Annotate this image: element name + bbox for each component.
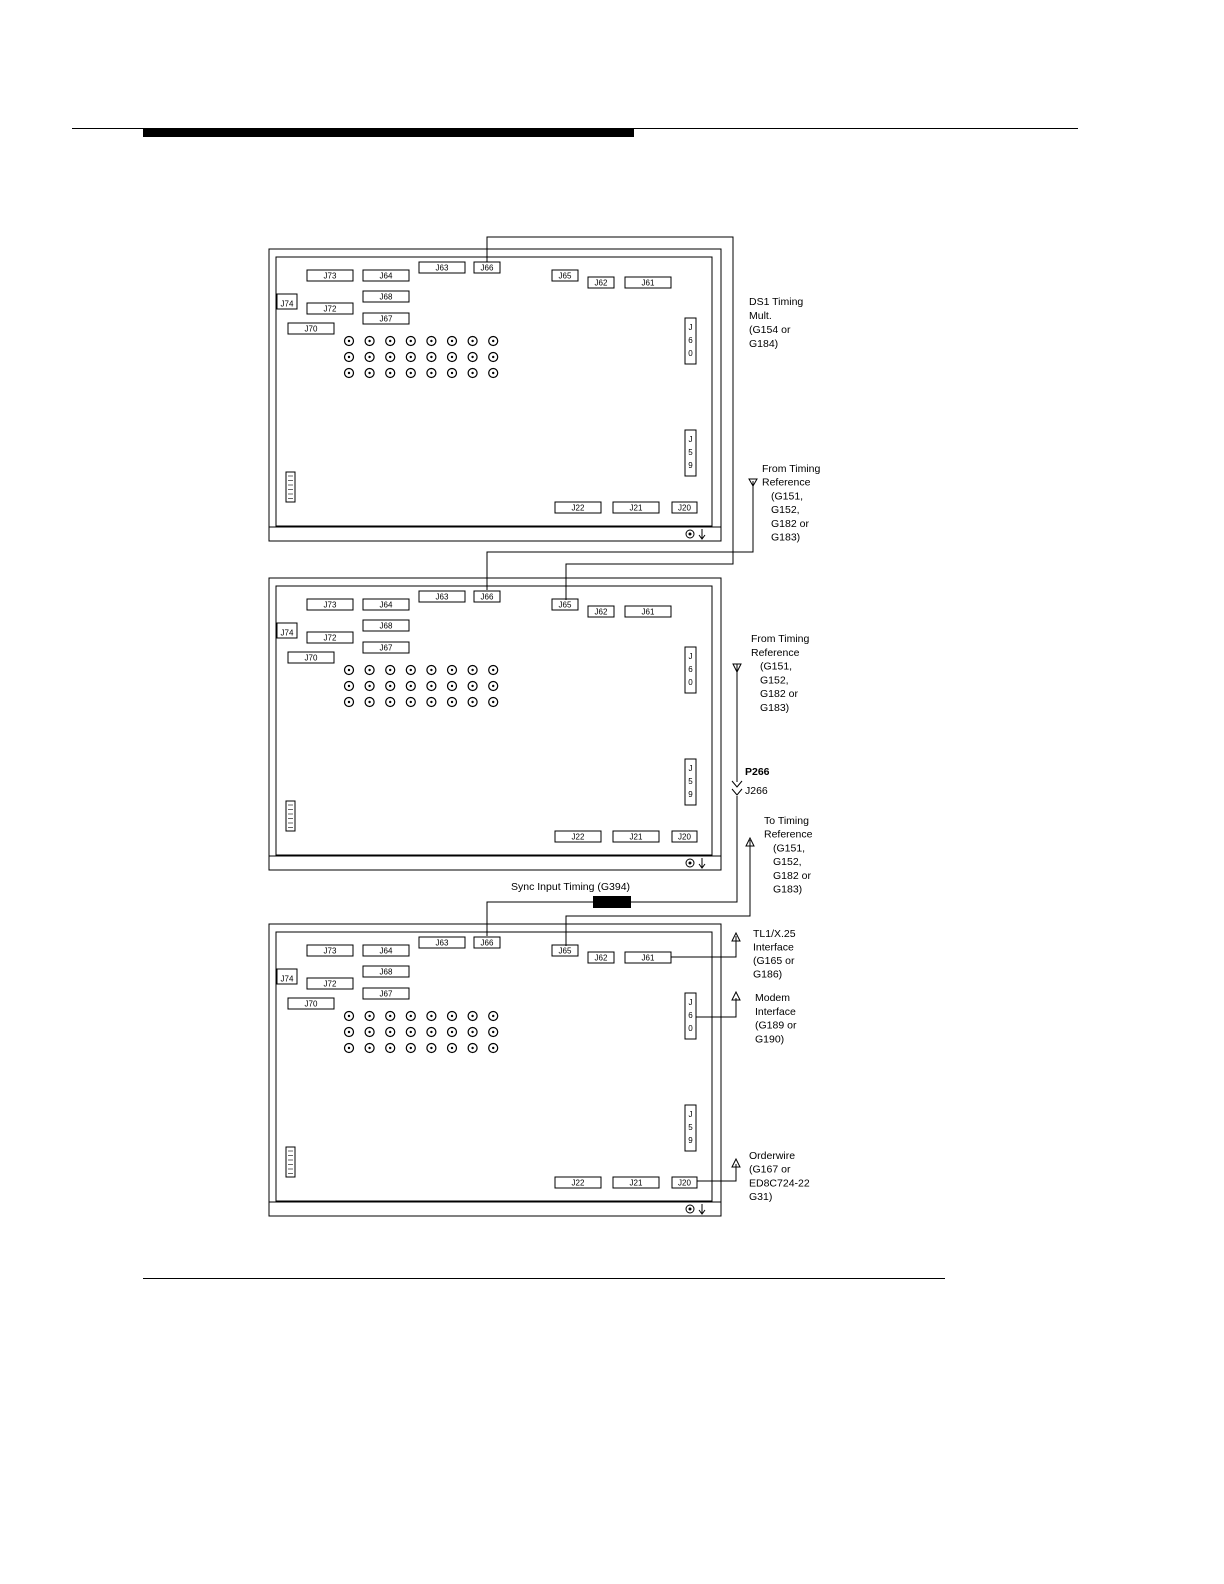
label-line: TL1/X.25	[753, 928, 796, 940]
sync-input-timing-label-group	[511, 881, 630, 893]
connector-j74	[277, 969, 297, 984]
jack-circle-center	[492, 356, 494, 358]
label-line: DS1 Timing	[749, 296, 804, 308]
label-line: G152,	[773, 856, 802, 869]
connector-label: J73	[323, 271, 337, 281]
jack-circle-center	[451, 340, 453, 342]
connector-j73	[307, 270, 353, 281]
label-ds1-timing-mult	[749, 296, 803, 350]
jack-circle-center	[348, 356, 350, 358]
jack-circle-center	[471, 356, 473, 358]
connector-label: J61	[641, 278, 655, 288]
connector-j64	[363, 270, 409, 281]
jack-circle-center	[389, 669, 391, 671]
connector-label: J22	[571, 832, 585, 842]
jack-circle-center	[451, 1047, 453, 1049]
connector-j22	[555, 1177, 601, 1188]
connector-label: J21	[629, 1178, 643, 1188]
jack-circle-center	[451, 1015, 453, 1017]
label-line: Interface	[755, 1005, 796, 1018]
label-line: Orderwire	[749, 1150, 796, 1162]
jack-circle-center	[492, 340, 494, 342]
connector-j73	[307, 945, 353, 956]
label-line: Interface	[753, 941, 794, 954]
jack-circle-center	[389, 685, 391, 687]
jack-circle-center	[451, 356, 453, 358]
connector-j60	[685, 318, 696, 364]
connector-label: J72	[323, 979, 337, 989]
connector-label-char: 5	[688, 448, 693, 457]
label-line: G190)	[755, 1033, 785, 1046]
connector-j59	[685, 759, 696, 805]
jack-circle-center	[471, 1031, 473, 1033]
left-component-block	[286, 801, 295, 831]
connector-j20	[672, 831, 697, 842]
jack-circle-center	[492, 669, 494, 671]
label-line: To Timing	[764, 815, 809, 827]
callout-labels	[749, 296, 821, 1203]
connector-label: J74	[280, 299, 294, 309]
jack-circle-center	[410, 1015, 412, 1017]
connector-label: J73	[323, 600, 337, 610]
connector-label-char: J	[688, 998, 693, 1007]
connector-j70	[288, 652, 334, 663]
jack-circle-center	[368, 669, 370, 671]
connector-j72	[307, 978, 353, 989]
connector-label: J20	[678, 832, 691, 842]
jack-circle-center	[430, 356, 432, 358]
jack-circle-center	[471, 701, 473, 703]
jack-circle-center	[471, 372, 473, 374]
connector-label: J65	[558, 271, 572, 281]
connector-j67	[363, 642, 409, 653]
connector-label-char: 6	[688, 1011, 693, 1020]
connector-j21	[613, 1177, 659, 1188]
connector-label: J61	[641, 953, 655, 963]
connector-label: J66	[480, 592, 494, 602]
jack-circle-center	[389, 701, 391, 703]
jack-circle-center	[430, 685, 432, 687]
connector-label: J74	[280, 974, 294, 984]
footer-rule	[143, 1278, 945, 1279]
jack-circle-center	[430, 372, 432, 374]
label-line: Mult.	[749, 310, 772, 322]
jack-circle-center	[492, 372, 494, 374]
connector-label-char: 5	[688, 777, 693, 786]
connector-label-char: J	[688, 764, 693, 773]
connector-j64	[363, 599, 409, 610]
jack-circle-center	[348, 340, 350, 342]
label-line: From Timing	[751, 633, 810, 645]
p266-label-group	[745, 766, 770, 797]
label-line: (G165 or	[753, 955, 795, 967]
label-line: Reference	[751, 646, 800, 659]
connector-j63	[419, 591, 465, 602]
label-line: G182 or	[771, 517, 809, 530]
label-line: Reference	[764, 828, 813, 841]
connector-j20	[672, 502, 697, 513]
connector-j22	[555, 502, 601, 513]
connector-j68	[363, 291, 409, 302]
jack-circle-center	[410, 701, 412, 703]
jack-circle-center	[471, 1015, 473, 1017]
label-line: Reference	[762, 476, 811, 489]
jack-circle-center	[451, 1031, 453, 1033]
jack-circle-center	[430, 701, 432, 703]
jack-circle-center	[471, 1047, 473, 1049]
connector-j60	[685, 647, 696, 693]
jack-circle-center	[389, 340, 391, 342]
connector-label: J64	[379, 946, 393, 956]
connector-label: J64	[379, 271, 393, 281]
label-line: G152,	[771, 504, 800, 517]
jack-circle-center	[348, 372, 350, 374]
connector-j74	[277, 294, 297, 309]
connector-j70	[288, 323, 334, 334]
connector-j21	[613, 502, 659, 513]
label-to-timing-ref	[764, 815, 813, 896]
connector-j66	[474, 937, 500, 948]
label-line: G183)	[760, 702, 790, 714]
jack-circle-center	[492, 685, 494, 687]
jack-circle-center	[348, 1047, 350, 1049]
label-line: G182 or	[773, 869, 811, 882]
connector-label: J67	[379, 643, 393, 653]
jack-circle-center	[368, 372, 370, 374]
jack-circle-center	[410, 372, 412, 374]
connector-label: J67	[379, 989, 393, 999]
connector-label: J66	[480, 263, 494, 273]
connector-label: J22	[571, 1178, 585, 1188]
label-line: (G151,	[771, 490, 804, 503]
shelf-3	[269, 924, 721, 1216]
wire-timing-ref-to-mid-j66	[487, 481, 753, 590]
connector-label: J72	[323, 633, 337, 643]
connector-label-char: 6	[688, 336, 693, 345]
connector-label: J62	[594, 953, 608, 963]
connector-j65	[552, 599, 578, 610]
label-from-timing-ref-1	[762, 463, 821, 544]
connector-label: J68	[379, 292, 393, 302]
label-line: From Timing	[762, 463, 821, 475]
jack-circle-center	[410, 1047, 412, 1049]
connector-label-char: 9	[688, 790, 693, 799]
label-line: G186)	[753, 968, 783, 981]
shelves-group	[269, 249, 721, 1216]
connector-label: J70	[304, 999, 318, 1009]
connector-label: J74	[280, 628, 294, 638]
jack-circle-center	[410, 356, 412, 358]
jack-circle-center	[368, 340, 370, 342]
connector-j65	[552, 270, 578, 281]
jack-circle-center	[430, 1047, 432, 1049]
shelf-frame-inner	[276, 932, 712, 1201]
connector-label: J62	[594, 278, 608, 288]
connector-j68	[363, 966, 409, 977]
connector-j63	[419, 937, 465, 948]
jack-circle-center	[471, 685, 473, 687]
connector-j22	[555, 831, 601, 842]
label-tl1-x25	[753, 928, 796, 981]
connector-label: J22	[571, 503, 585, 513]
connector-j61	[625, 606, 671, 617]
jack-circle-center	[451, 372, 453, 374]
connector-j65	[552, 945, 578, 956]
label-modem	[755, 992, 797, 1045]
jack-circle-center	[451, 701, 453, 703]
jack-circle-center	[389, 1047, 391, 1049]
jack-circle-center	[348, 701, 350, 703]
label-line: G183)	[773, 883, 803, 896]
connector-j72	[307, 303, 353, 314]
j266-connector-mark	[732, 789, 742, 795]
connector-j63	[419, 262, 465, 273]
jack-circle-center	[389, 372, 391, 374]
jack-circle-center	[430, 1031, 432, 1033]
connector-label: J61	[641, 607, 655, 617]
shelf-frame-outer	[269, 578, 721, 870]
shelf-frame-inner	[276, 257, 712, 526]
connector-label: J73	[323, 946, 337, 956]
connector-j21	[613, 831, 659, 842]
jack-circle-center	[451, 669, 453, 671]
jack-circle-center	[368, 356, 370, 358]
label-line: (G154 or	[749, 324, 791, 336]
connector-j59	[685, 430, 696, 476]
connector-j73	[307, 599, 353, 610]
connector-j67	[363, 988, 409, 999]
connector-j72	[307, 632, 353, 643]
connector-label: J68	[379, 621, 393, 631]
label-line: (G151,	[760, 660, 793, 673]
jack-circle-center	[389, 356, 391, 358]
connector-label: J66	[480, 938, 494, 948]
connector-j74	[277, 623, 297, 638]
connector-j61	[625, 277, 671, 288]
connector-j64	[363, 945, 409, 956]
jack-circle-center	[492, 1047, 494, 1049]
label-line: (G151,	[773, 842, 806, 855]
wire-bottom-j61-tl1	[671, 936, 736, 957]
label-line: G182 or	[760, 688, 798, 701]
p266-label: P266	[745, 766, 770, 778]
jack-circle-center	[348, 1015, 350, 1017]
label-line: ED8C724-22	[749, 1177, 810, 1190]
sync-input-timing-label: Sync Input Timing (G394)	[511, 881, 631, 893]
connector-label: J65	[558, 600, 572, 610]
shelf-frame-outer	[269, 249, 721, 541]
jack-circle-center	[368, 1047, 370, 1049]
connector-label: J63	[435, 263, 449, 273]
wire-bottom-j20-orderwire	[697, 1164, 736, 1181]
label-line: G31)	[749, 1191, 773, 1204]
connector-label-char: J	[688, 435, 693, 444]
label-line: G183)	[771, 531, 801, 544]
jack-circle-center	[410, 669, 412, 671]
connector-label-char: 0	[688, 349, 693, 358]
label-from-timing-ref-2	[751, 633, 810, 714]
connector-j66	[474, 591, 500, 602]
connector-label: J67	[379, 314, 393, 324]
wire-sync-input-bottom-j66	[487, 796, 737, 936]
connector-label: J72	[323, 304, 337, 314]
jack-circle-center	[368, 701, 370, 703]
connector-j70	[288, 998, 334, 1009]
jack-circle-center	[451, 685, 453, 687]
jack-circle-center	[492, 1031, 494, 1033]
ground-screw-center	[689, 533, 692, 536]
jack-circle-center	[348, 669, 350, 671]
connector-label: J64	[379, 600, 393, 610]
connector-label-char: 6	[688, 665, 693, 674]
connector-label: J21	[629, 503, 643, 513]
jack-circle-center	[471, 669, 473, 671]
wiring	[487, 237, 753, 1181]
connector-label: J63	[435, 938, 449, 948]
connector-label: J20	[678, 1178, 691, 1188]
connector-label-char: 9	[688, 1136, 693, 1145]
connector-label: J21	[629, 832, 643, 842]
jack-circle-center	[430, 340, 432, 342]
label-orderwire	[749, 1150, 810, 1203]
jack-circle-center	[368, 1015, 370, 1017]
connector-label: J70	[304, 653, 318, 663]
jack-circle-center	[492, 1015, 494, 1017]
jack-circle-center	[430, 1015, 432, 1017]
connector-j66	[474, 262, 500, 273]
connector-j20	[672, 1177, 697, 1188]
connector-label-char: J	[688, 323, 693, 332]
wire-markers	[593, 479, 757, 1167]
connector-label-char: 5	[688, 1123, 693, 1132]
connector-j67	[363, 313, 409, 324]
label-line: G184)	[749, 338, 779, 350]
connector-label: J63	[435, 592, 449, 602]
ground-screw-center	[689, 862, 692, 865]
connector-label-char: 9	[688, 461, 693, 470]
shelf-1	[269, 249, 721, 541]
label-line: G152,	[760, 674, 789, 687]
shelf-frame-outer	[269, 924, 721, 1216]
connector-j59	[685, 1105, 696, 1151]
connector-j62	[588, 952, 614, 963]
connector-label-char: J	[688, 1110, 693, 1119]
jack-circle-center	[348, 685, 350, 687]
jack-circle-center	[389, 1015, 391, 1017]
sync-input-timing-cable-block	[593, 896, 631, 908]
connector-label: J62	[594, 607, 608, 617]
connector-label: J70	[304, 324, 318, 334]
left-component-block	[286, 472, 295, 502]
label-line: Modem	[755, 992, 791, 1004]
left-component-block	[286, 1147, 295, 1177]
wire-top-j66-to-mid-j65	[487, 237, 733, 600]
wire-bottom-j60-modem	[696, 998, 736, 1017]
connector-label-char: 0	[688, 678, 693, 687]
jack-circle-center	[410, 1031, 412, 1033]
shelf-frame-inner	[276, 586, 712, 855]
jack-circle-center	[348, 1031, 350, 1033]
shelf-2	[269, 578, 721, 870]
connector-j61	[625, 952, 671, 963]
connector-label: J20	[678, 503, 691, 513]
label-line: (G167 or	[749, 1163, 791, 1176]
jack-circle-center	[410, 340, 412, 342]
connector-j68	[363, 620, 409, 631]
connector-label-char: J	[688, 652, 693, 661]
jack-circle-center	[389, 1031, 391, 1033]
connector-label-char: 0	[688, 1024, 693, 1033]
ground-screw-center	[689, 1208, 692, 1211]
connector-j60	[685, 993, 696, 1039]
jack-circle-center	[492, 701, 494, 703]
connector-j62	[588, 277, 614, 288]
jack-circle-center	[368, 685, 370, 687]
jack-circle-center	[368, 1031, 370, 1033]
connector-j62	[588, 606, 614, 617]
jack-circle-center	[410, 685, 412, 687]
connector-label: J68	[379, 967, 393, 977]
label-line: (G189 or	[755, 1019, 797, 1032]
j266-label: J266	[745, 785, 768, 797]
jack-circle-center	[430, 669, 432, 671]
jack-circle-center	[471, 340, 473, 342]
connector-label: J65	[558, 946, 572, 956]
